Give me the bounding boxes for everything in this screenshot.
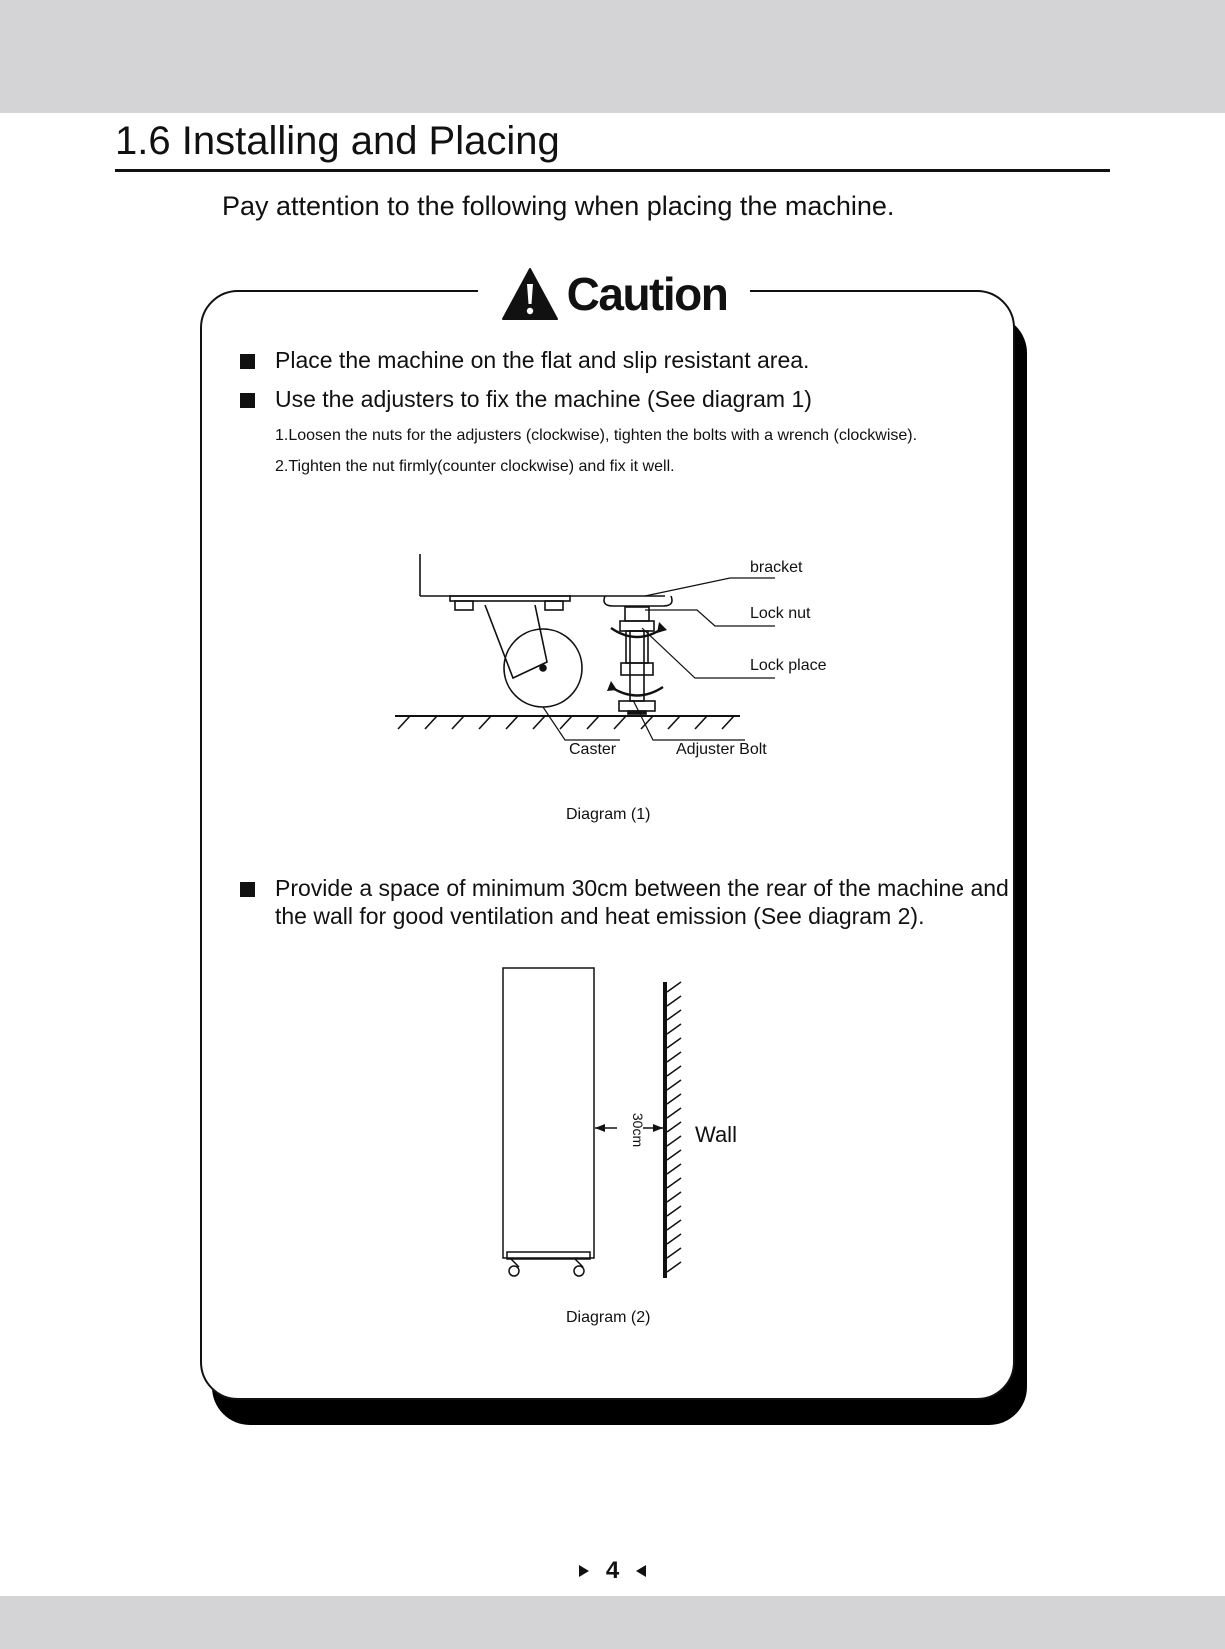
footer-band — [0, 1596, 1225, 1649]
bullet-marker — [240, 393, 255, 408]
label-wall: Wall — [695, 1122, 737, 1147]
bullet-marker — [240, 354, 255, 369]
label-bracket: bracket — [750, 559, 803, 576]
intro-text: Pay attention to the following when placing the machine. — [222, 191, 895, 221]
adjuster-step-1: 1.Loosen the nuts for the adjusters (clockwise), tighten the bolts with a wrench (clockwise). — [275, 427, 918, 444]
wall-clearance-diagram — [495, 960, 695, 1285]
caution-label: Caution — [566, 268, 728, 320]
adjuster-step-2: 2.Tighten the nut firmly(counter clockwise) and fix it well. — [275, 458, 675, 475]
page-number — [560, 1556, 665, 1586]
right-pointer-icon — [578, 1564, 590, 1578]
title-underline — [115, 169, 1110, 172]
adjuster-diagram — [395, 550, 775, 755]
page-number-digit: 4 — [605, 1557, 620, 1584]
caution-item-adjusters: Use the adjusters to fix the machine (See diagram 1) — [275, 386, 812, 412]
header-band — [0, 0, 1225, 113]
page-title: 1.6 Installing and Placing — [115, 119, 560, 163]
caution-header — [478, 262, 750, 326]
label-caster: Caster — [569, 741, 617, 758]
left-pointer-icon — [635, 1564, 647, 1578]
caution-item-ventilation-line1: Provide a space of minimum 30cm between the rear of the machine and — [275, 875, 1009, 901]
clearance-dimension: 30cm — [630, 1112, 646, 1148]
caution-item-ventilation-line2: the wall for good ventilation and heat emission (See diagram 2). — [275, 903, 925, 929]
diagram1-caption: Diagram (1) — [566, 806, 651, 823]
caution-item-flat-area: Place the machine on the flat and slip resistant area. — [275, 347, 810, 373]
bullet-marker — [240, 882, 255, 897]
label-lock-place: Lock place — [750, 657, 827, 674]
label-lock-nut: Lock nut — [750, 605, 811, 622]
warning-triangle-icon — [501, 267, 559, 321]
diagram2-caption: Diagram (2) — [566, 1309, 651, 1326]
label-adjuster-bolt: Adjuster Bolt — [676, 741, 767, 758]
